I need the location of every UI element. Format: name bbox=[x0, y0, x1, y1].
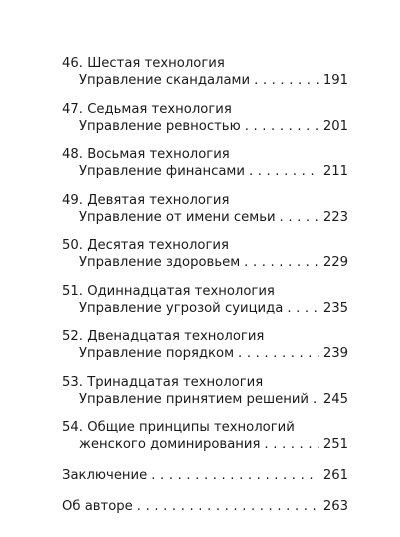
dot-leader bbox=[137, 498, 319, 515]
toc-entry-subtitle-line bbox=[62, 209, 348, 226]
toc-entry-52 bbox=[62, 328, 348, 362]
toc-entry-number: 53. bbox=[62, 374, 83, 390]
toc-entry-page: 261 bbox=[322, 468, 348, 483]
toc-entry-page: 235 bbox=[322, 300, 348, 316]
toc-entry-subtitle-line bbox=[62, 300, 348, 317]
toc-entry-number: 54. bbox=[62, 420, 83, 435]
toc-entry-number: 48. bbox=[62, 147, 83, 162]
toc-entry-heading: Седьмая технология bbox=[87, 101, 232, 117]
toc-entry-page: 223 bbox=[322, 209, 348, 225]
toc-entry-49 bbox=[62, 192, 348, 226]
toc-entry-line bbox=[62, 467, 348, 484]
toc-entry-heading: Одиннадцатая технология bbox=[87, 283, 275, 299]
dot-leader bbox=[244, 254, 319, 271]
toc-entry-50 bbox=[62, 237, 348, 271]
toc-entry-subtitle-line bbox=[62, 72, 348, 89]
toc-entry-number: 49. bbox=[62, 192, 83, 208]
toc-entry-number: 47. bbox=[62, 101, 83, 117]
toc-entry-page: 251 bbox=[322, 437, 348, 452]
toc-entry-heading: Общие принципы технологий bbox=[87, 420, 295, 435]
toc-entry-subtitle: Управление ревностью bbox=[79, 118, 241, 134]
toc-entry-48 bbox=[62, 146, 348, 180]
toc-entry-number: 52. bbox=[62, 329, 83, 344]
dot-leader bbox=[280, 209, 319, 226]
toc-entry-title bbox=[62, 192, 348, 209]
dot-leader bbox=[249, 163, 319, 180]
toc-entry-subtitle-line bbox=[62, 345, 348, 362]
toc-entry-subtitle-line bbox=[62, 254, 348, 271]
toc-entry-page: 245 bbox=[322, 391, 348, 407]
toc-entry-heading: Двенадцатая технология bbox=[87, 329, 265, 344]
toc-entry-subtitle: Управление угрозой суицида bbox=[79, 300, 284, 316]
toc-entry-subtitle: Управление порядком bbox=[79, 346, 235, 361]
toc-entry-page: 229 bbox=[322, 255, 348, 270]
toc-entry-number: 50. bbox=[62, 238, 83, 253]
toc-entry-51 bbox=[62, 283, 348, 317]
toc-entry-subtitle-line bbox=[62, 391, 348, 408]
dot-leader bbox=[151, 467, 319, 484]
toc-entry-page: 239 bbox=[322, 346, 348, 361]
toc-entry-about-author bbox=[62, 498, 348, 515]
toc-entry-title bbox=[62, 146, 348, 163]
toc-entry-subtitle-line bbox=[62, 118, 348, 135]
toc-entry-subtitle: Управление здоровьем bbox=[79, 255, 241, 270]
toc-entry-53 bbox=[62, 374, 348, 408]
toc-entry-subtitle: Управление финансами bbox=[79, 164, 245, 179]
toc-entry-page: 201 bbox=[322, 118, 348, 134]
toc-entry-heading: Об авторе bbox=[62, 499, 133, 514]
toc-entry-subtitle: Управление принятием решений bbox=[79, 391, 309, 407]
toc-entry-title bbox=[62, 374, 348, 391]
toc-entry-subtitle: женского доминирования bbox=[79, 437, 261, 452]
toc-entry-subtitle: Управление от имени семьи bbox=[79, 209, 276, 225]
toc-entry-page: 211 bbox=[322, 164, 348, 179]
toc-entry-heading: Десятая технология bbox=[87, 238, 229, 253]
toc-entry-page: 191 bbox=[322, 73, 348, 88]
dot-leader bbox=[245, 118, 319, 135]
toc-entry-title bbox=[62, 419, 348, 436]
dot-leader bbox=[264, 436, 318, 453]
toc-entry-title bbox=[62, 283, 348, 300]
toc-entry-heading: Девятая технология bbox=[87, 192, 230, 208]
toc-entry-heading: Тринадцатая технология bbox=[87, 374, 264, 390]
toc-entry-subtitle: Управление скандалами bbox=[79, 73, 251, 88]
toc-entry-page: 263 bbox=[322, 499, 348, 514]
toc-entry-heading: Шестая технология bbox=[87, 56, 225, 71]
toc-entry-heading: Восьмая технология bbox=[87, 147, 230, 162]
toc-entry-number: 46. bbox=[62, 56, 83, 71]
toc-entry-title bbox=[62, 55, 348, 72]
toc-entry-title bbox=[62, 237, 348, 254]
toc-entry-conclusion bbox=[62, 467, 348, 484]
toc-entry-subtitle-line bbox=[62, 163, 348, 180]
dot-leader bbox=[238, 345, 319, 362]
toc-entry-number: 51. bbox=[62, 283, 83, 299]
toc-entry-47 bbox=[62, 101, 348, 135]
toc-entry-line bbox=[62, 498, 348, 515]
toc-entry-title bbox=[62, 101, 348, 118]
toc-entry-54 bbox=[62, 419, 348, 453]
toc-entry-title bbox=[62, 328, 348, 345]
toc-entry-46 bbox=[62, 55, 348, 89]
dot-leader bbox=[254, 72, 319, 89]
dot-leader bbox=[313, 391, 319, 408]
dot-leader bbox=[287, 300, 319, 317]
toc-entry-heading: Заключение bbox=[62, 468, 148, 483]
toc-entry-subtitle-line bbox=[62, 436, 348, 453]
table-of-contents bbox=[62, 55, 348, 527]
